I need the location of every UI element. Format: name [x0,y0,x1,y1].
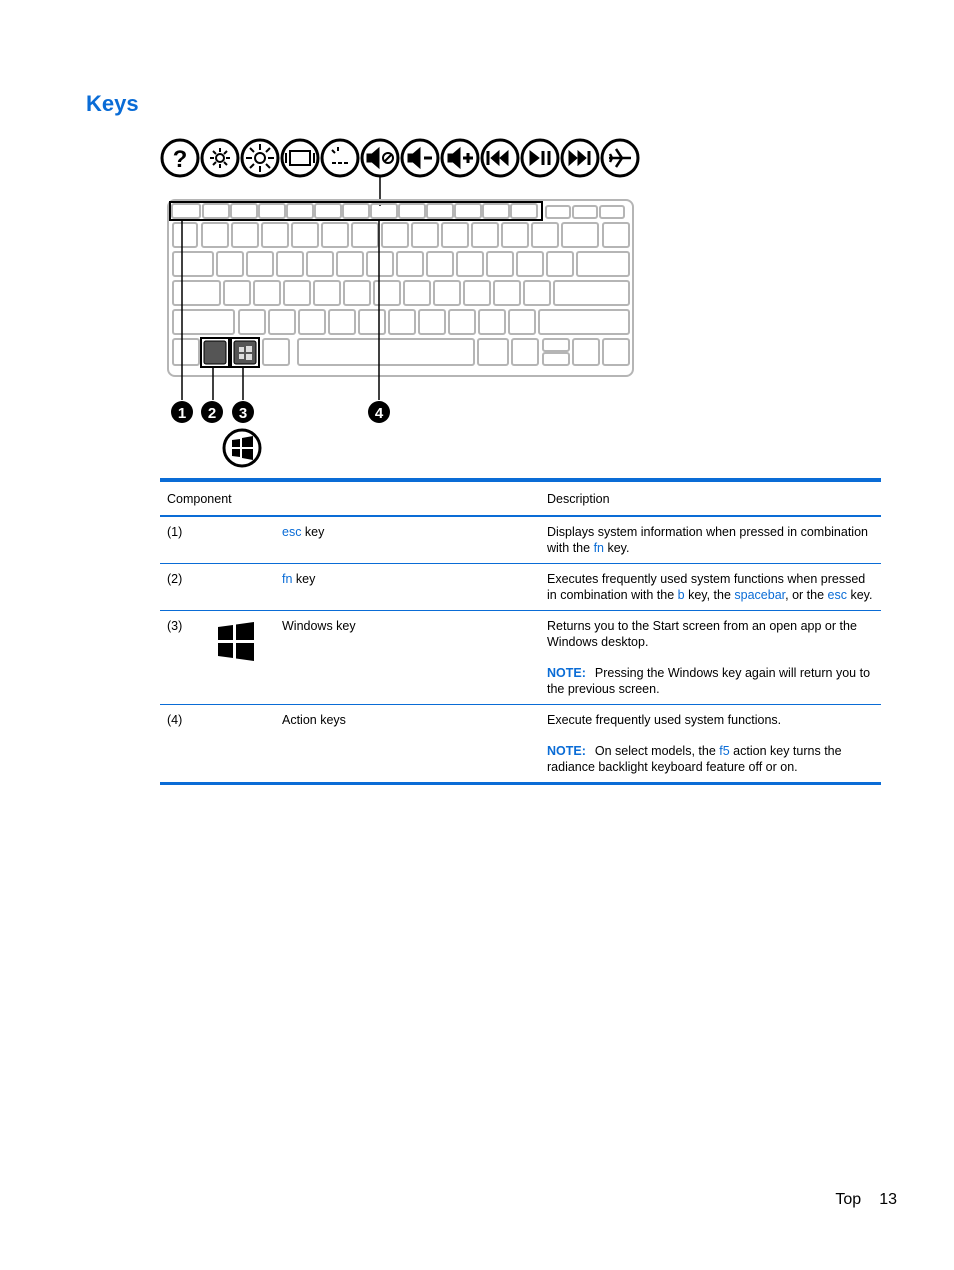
keyword-b: b [677,588,685,602]
component-icon-cell [209,564,275,611]
table-row [160,705,881,784]
callout-1 [171,401,193,423]
screen-switch-icon [282,140,318,176]
component-icon-cell [209,516,275,564]
component-icon-cell [209,611,275,705]
component-name: esc key [282,525,325,539]
keyword-fn: fn [282,572,293,586]
component-table [160,478,881,785]
svg-text:3: 3 [238,405,248,422]
windows-logo-icon [216,621,256,663]
fn-key-drawing [204,341,226,364]
note-label: NOTE: [547,666,586,680]
play-pause-icon [522,140,558,176]
callout-3 [232,401,254,423]
header-component: Component [167,492,232,506]
brightness-down-icon [202,140,238,176]
component-number: (1) [167,525,183,539]
component-description: Execute frequently used system functions. NOTE: On select models, the f5 action key turns the radiance backlight keyboard feature off or on. [540,705,881,784]
component-description: Displays system information when pressed in combination with the fn key. [547,525,868,555]
component-name: Windows key [282,619,356,633]
note-label: NOTE: [547,744,586,758]
keyword-fn: fn [593,541,604,555]
previous-track-icon [482,140,518,176]
keyboard-keys-illustration [160,134,650,472]
component-number: (2) [167,572,183,586]
keyword-esc: esc [282,525,302,539]
airplane-mode-icon [602,140,638,176]
keyword-esc: esc [827,588,847,602]
component-description: Executes frequently used system functions when pressed in combination with the b key, the spacebar, or the esc key. [547,572,873,602]
component-number: (4) [167,713,183,727]
page-title: Keys [86,91,139,116]
note: NOTE: On select models, the f5 action key turns the radiance backlight keyboard feature off or on. [547,744,842,774]
keyboard-backlight-icon [322,140,358,176]
svg-text:?: ? [172,146,188,173]
windows-logo-icon [224,430,260,466]
next-track-icon [562,140,598,176]
callout-4 [368,401,390,423]
note: NOTE: Pressing the Windows key again will return you to the previous screen. [547,666,871,696]
component-name: Action keys [282,713,346,727]
callout-2 [201,401,223,423]
brightness-up-icon [242,140,278,176]
component-name: fn key [282,572,316,586]
help-icon [162,140,198,176]
table-row [160,564,881,611]
svg-text:1: 1 [177,405,187,422]
page-number: 13 [879,1191,897,1208]
svg-text:2: 2 [207,405,217,422]
component-description: Returns you to the Start screen from an open app or the Windows desktop. NOTE: Pressing the Windows key again will return you to the previous screen. [540,611,881,705]
table-row [160,516,881,564]
footer-section: Top [835,1191,862,1208]
volume-down-icon [402,140,438,176]
keyword-f5: f5 [719,744,730,758]
mute-icon [362,140,398,176]
table-row [160,611,881,705]
keyword-spacebar: spacebar [734,588,786,602]
svg-text:4: 4 [374,405,384,422]
volume-up-icon [442,140,478,176]
component-icon-cell [209,705,275,784]
component-number: (3) [167,619,183,633]
windows-key-drawing [234,341,256,364]
table-header-row [160,480,881,516]
header-description: Description [547,492,610,506]
page-footer [835,1191,897,1209]
